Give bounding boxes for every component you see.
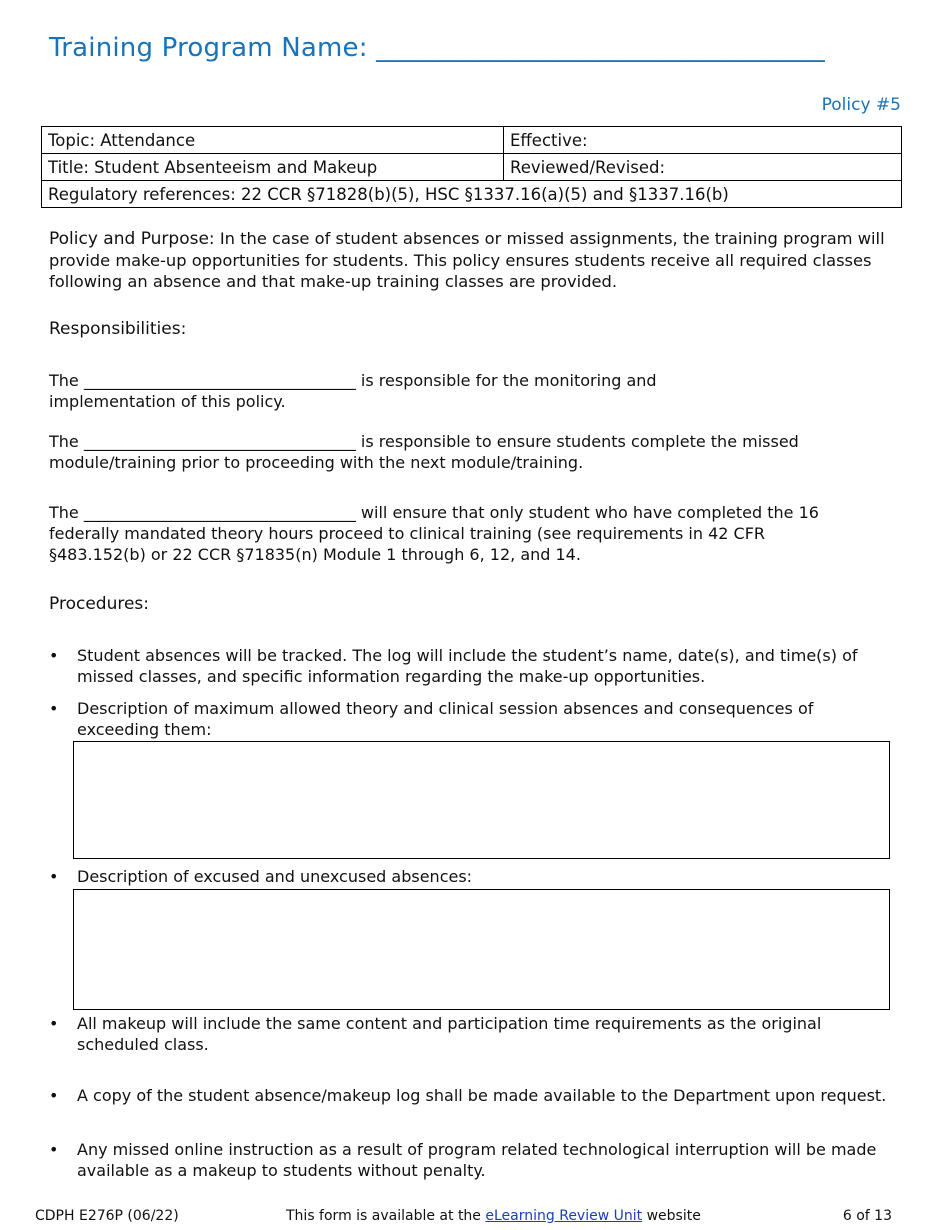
availability-prefix: This form is available at the	[286, 1208, 486, 1224]
procedure-text: A copy of the student absence/makeup log shall be made available to the Department upon request.	[77, 1086, 887, 1105]
bullet-glyph: •	[49, 1140, 59, 1159]
form-availability	[286, 1208, 701, 1224]
topic-cell: Topic: Attendance	[42, 127, 504, 154]
policy-number: Policy #5	[821, 95, 901, 115]
elearning-review-unit-link[interactable]: eLearning Review Unit	[485, 1208, 643, 1224]
bullet-glyph: •	[49, 867, 59, 886]
procedure-text: All makeup will include the same content and participation time requirements as the original scheduled class.	[77, 1014, 822, 1054]
max-absences-answer-box[interactable]	[73, 741, 890, 859]
references-cell: Regulatory references: 22 CCR §71828(b)(5), HSC §1337.16(a)(5) and §1337.16(b)	[42, 181, 902, 208]
procedure-text: Description of excused and unexcused absences:	[77, 867, 473, 886]
responsibility-item: The __________________________________ is responsible to ensure students complete the missed module/training prior to proceeding with the next module/training.	[49, 432, 799, 472]
reviewed-cell[interactable]: Reviewed/Revised:	[504, 154, 902, 181]
procedure-text: Description of maximum allowed theory and clinical session absences and consequences of exceeding them:	[77, 699, 814, 739]
page-number: 6 of 13	[842, 1208, 892, 1224]
responsibility-item: The __________________________________ is responsible for the monitoring and implementation of this policy.	[49, 371, 657, 411]
bullet-glyph: •	[49, 1014, 59, 1033]
policy-purpose	[49, 228, 909, 292]
availability-suffix: website	[642, 1208, 701, 1224]
title-cell: Title: Student Absenteeism and Makeup	[42, 154, 504, 181]
program-name-title: Training Program Name: __________________________________	[49, 33, 825, 63]
form-id: CDPH E276P (06/22)	[35, 1208, 179, 1224]
bullet-glyph: •	[49, 1086, 59, 1105]
policy-purpose-text: In the case of student absences or missed assignments, the training program will provide make-up opportunities for students. This policy ensures students receive all required classes following an absence and that make-up training classes are provided.	[49, 229, 885, 291]
responsibility-item: The __________________________________ will ensure that only student who have completed the 16 federally mandated theory hours proceed to clinical training (see requirements in 42 CFR §483.152(b) or 22 CCR §71835(n) Module 1 through 6, 12, and 14.	[49, 503, 819, 564]
policy-meta-table	[41, 126, 902, 208]
bullet-glyph: •	[49, 646, 59, 665]
policy-purpose-label: Policy and Purpose:	[49, 229, 215, 249]
procedures-heading: Procedures:	[49, 594, 149, 614]
bullet-glyph: •	[49, 699, 59, 718]
procedure-text: Any missed online instruction as a result of program related technological interruption will be made available as a makeup to students without penalty.	[77, 1140, 877, 1180]
excused-absences-answer-box[interactable]	[73, 889, 890, 1010]
effective-cell[interactable]: Effective:	[504, 127, 902, 154]
responsibilities-heading: Responsibilities:	[49, 319, 187, 339]
procedure-text: Student absences will be tracked. The log will include the student’s name, date(s), and time(s) of missed classes, and specific information regarding the make-up opportunities.	[77, 646, 858, 686]
